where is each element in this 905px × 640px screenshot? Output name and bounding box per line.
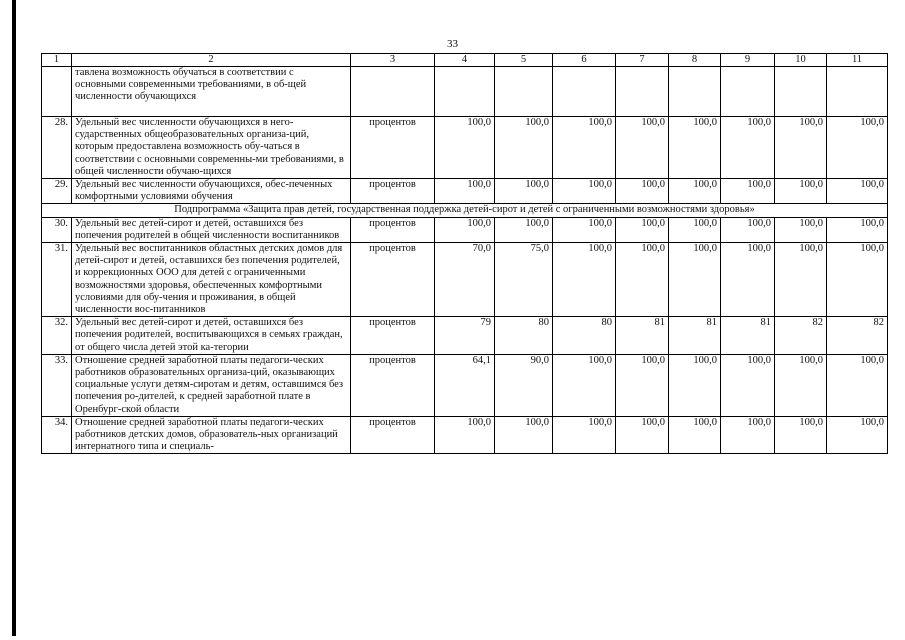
value-cell: 82 (827, 317, 888, 355)
value-cell: 79 (435, 317, 495, 355)
value-cell: 100,0 (775, 217, 827, 242)
value-cell: 100,0 (721, 179, 775, 204)
value-cell (495, 67, 553, 117)
table-body (42, 54, 888, 454)
value-cell: 100,0 (775, 416, 827, 454)
header-cell: 11 (827, 54, 888, 67)
value-cell: 100,0 (616, 117, 669, 179)
header-cell: 5 (495, 54, 553, 67)
value-cell: 81 (616, 317, 669, 355)
table-row (42, 179, 888, 204)
page-number: 33 (447, 38, 458, 50)
header-cell: 3 (351, 54, 435, 67)
row-number (42, 67, 72, 117)
value-cell: 100,0 (553, 416, 616, 454)
value-cell: 100,0 (553, 179, 616, 204)
value-cell: 100,0 (495, 217, 553, 242)
value-cell: 100,0 (775, 354, 827, 416)
indicator-name: Удельный вес детей-сирот и детей, оставшихся без попечения родителей, воспитывающихся в семьях граждан, от общего числа детей этой ка-тегории (72, 317, 351, 355)
unit-cell: процентов (351, 354, 435, 416)
value-cell: 82 (775, 317, 827, 355)
value-cell: 100,0 (435, 217, 495, 242)
row-number: 34. (42, 416, 72, 454)
value-cell: 100,0 (775, 243, 827, 317)
value-cell: 80 (553, 317, 616, 355)
indicator-name: Отношение средней заработной платы педагоги-ческих работников образовательных организа-ций, оказывающих социальные услуги детям-сиротам и детям, оставшимся без попечения ро-дителей, к средней заработной плате в Оренбург-ской области (72, 354, 351, 416)
value-cell: 64,1 (435, 354, 495, 416)
table-row (42, 117, 888, 179)
indicator-name: Отношение средней заработной платы педагоги-ческих работников детских домов, образователь-ных организаций интернатного типа и специаль- (72, 416, 351, 454)
value-cell: 100,0 (616, 243, 669, 317)
value-cell: 75,0 (495, 243, 553, 317)
value-cell: 81 (669, 317, 721, 355)
value-cell: 100,0 (553, 243, 616, 317)
continuation-row (42, 67, 888, 117)
value-cell (721, 67, 775, 117)
value-cell: 100,0 (669, 243, 721, 317)
indicator-name: тавлена возможность обучаться в соответствии с основными современными требованиями, в об-щей численности обучающихся (72, 67, 351, 117)
value-cell: 100,0 (827, 217, 888, 242)
value-cell: 100,0 (669, 416, 721, 454)
value-cell: 100,0 (435, 179, 495, 204)
value-cell: 100,0 (827, 243, 888, 317)
value-cell (775, 67, 827, 117)
value-cell: 100,0 (721, 243, 775, 317)
value-cell: 100,0 (775, 179, 827, 204)
table-row (42, 317, 888, 355)
table-row (42, 243, 888, 317)
value-cell: 100,0 (495, 416, 553, 454)
value-cell: 100,0 (495, 179, 553, 204)
value-cell: 100,0 (669, 179, 721, 204)
indicator-name: Удельный вес численности обучающихся, обес-печенных комфортными условиями обучения (72, 179, 351, 204)
value-cell: 100,0 (721, 416, 775, 454)
value-cell: 100,0 (669, 217, 721, 242)
value-cell (553, 67, 616, 117)
indicator-name: Удельный вес численности обучающихся в него-сударственных общеобразовательных организа-ций, которым предоставлена возможность обу-чаться в соответствии с основными современны-ми требованиями, в общей численности обучаю-щихся (72, 117, 351, 179)
row-number: 33. (42, 354, 72, 416)
table-row (42, 354, 888, 416)
value-cell: 100,0 (616, 179, 669, 204)
value-cell: 100,0 (721, 217, 775, 242)
table-row (42, 416, 888, 454)
value-cell: 100,0 (435, 117, 495, 179)
unit-cell: процентов (351, 317, 435, 355)
value-cell: 100,0 (721, 117, 775, 179)
value-cell: 100,0 (553, 117, 616, 179)
header-cell: 4 (435, 54, 495, 67)
value-cell: 80 (495, 317, 553, 355)
row-number: 30. (42, 217, 72, 242)
page-edge-bar (12, 0, 16, 636)
value-cell: 100,0 (775, 117, 827, 179)
value-cell: 90,0 (495, 354, 553, 416)
value-cell (827, 67, 888, 117)
table-row (42, 217, 888, 242)
header-cell: 8 (669, 54, 721, 67)
unit-cell: процентов (351, 416, 435, 454)
value-cell: 100,0 (495, 117, 553, 179)
header-cell: 6 (553, 54, 616, 67)
value-cell: 81 (721, 317, 775, 355)
value-cell: 100,0 (827, 416, 888, 454)
value-cell (669, 67, 721, 117)
row-number: 28. (42, 117, 72, 179)
value-cell: 100,0 (669, 354, 721, 416)
value-cell: 100,0 (669, 117, 721, 179)
header-cell: 2 (72, 54, 351, 67)
indicator-name: Удельный вес воспитанников областных детских домов для детей-сирот и детей, оставшихся без попечения родителей, и коррекционных ООО для детей с ограниченными возможностями здоровья, обеспеченных комфортными условиями для обу-чения и проживания, в общей численности вос-питанников (72, 243, 351, 317)
value-cell (616, 67, 669, 117)
unit-cell: процентов (351, 243, 435, 317)
unit-cell: процентов (351, 117, 435, 179)
value-cell: 100,0 (435, 416, 495, 454)
value-cell: 100,0 (553, 354, 616, 416)
value-cell: 100,0 (616, 217, 669, 242)
value-cell: 100,0 (616, 354, 669, 416)
unit-cell: процентов (351, 179, 435, 204)
value-cell: 100,0 (553, 217, 616, 242)
row-number: 29. (42, 179, 72, 204)
header-cell: 9 (721, 54, 775, 67)
value-cell: 100,0 (827, 117, 888, 179)
indicator-name: Удельный вес детей-сирот и детей, оставшихся без попечения родителей в общей численности воспитанников (72, 217, 351, 242)
value-cell: 100,0 (721, 354, 775, 416)
indicators-table (41, 53, 888, 454)
unit-cell (351, 67, 435, 117)
header-cell: 10 (775, 54, 827, 67)
subprogram-title: Подпрограмма «Защита прав детей, государственная поддержка детей-сирот и детей с ограниченными возможностями здоровья» (42, 204, 888, 217)
row-number: 32. (42, 317, 72, 355)
value-cell: 100,0 (827, 179, 888, 204)
value-cell: 100,0 (827, 354, 888, 416)
value-cell: 70,0 (435, 243, 495, 317)
header-row (42, 54, 888, 67)
unit-cell: процентов (351, 217, 435, 242)
row-number: 31. (42, 243, 72, 317)
header-cell: 1 (42, 54, 72, 67)
value-cell: 100,0 (616, 416, 669, 454)
header-cell: 7 (616, 54, 669, 67)
subprogram-row (42, 204, 888, 217)
value-cell (435, 67, 495, 117)
